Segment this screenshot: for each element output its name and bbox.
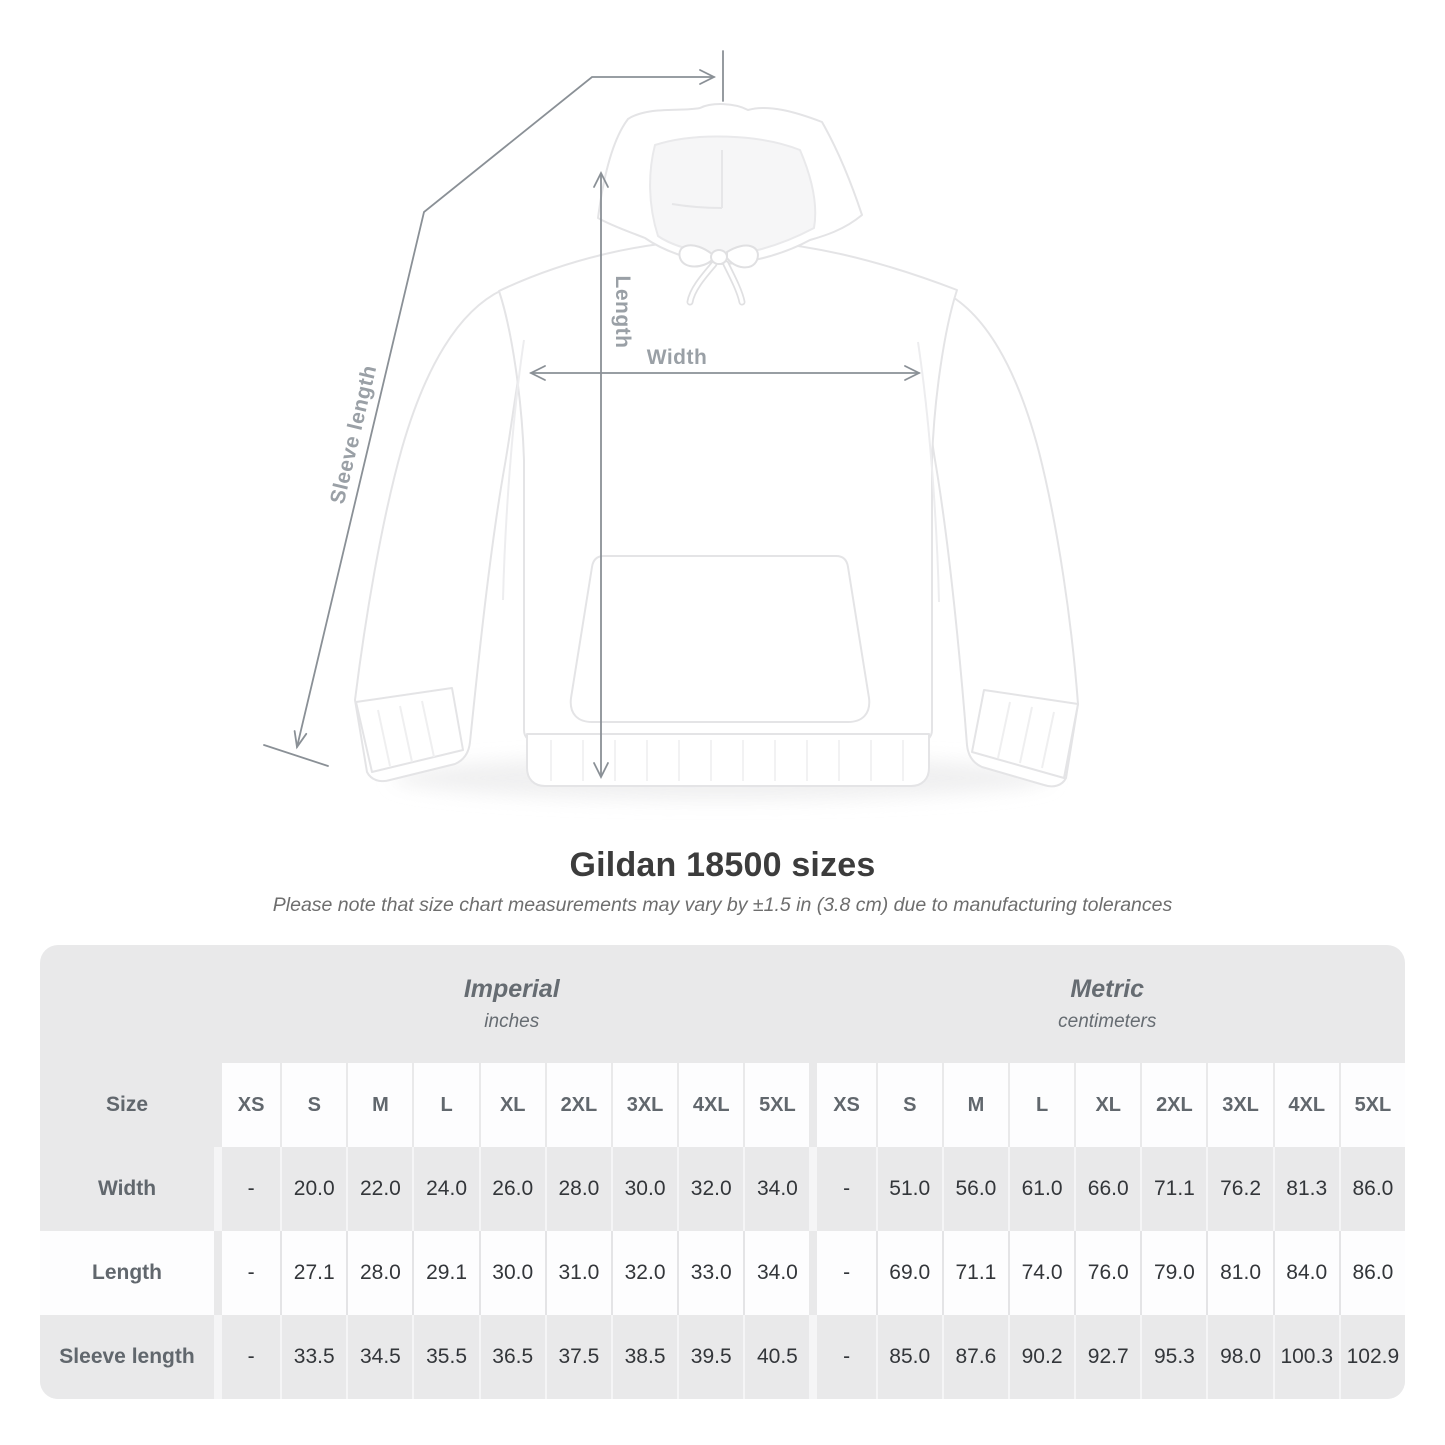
cell-width-imperial-S: 20.0 [280, 1147, 346, 1231]
size-header-metric-5XL: 5XL [1339, 1063, 1405, 1147]
cell-width-metric-L: 61.0 [1008, 1147, 1074, 1231]
cell-length-metric-XL: 76.0 [1074, 1231, 1140, 1315]
size-column-title: Size [105, 1093, 149, 1116]
cell-width-imperial-3XL: 30.0 [611, 1147, 677, 1231]
cell-width-imperial-M: 22.0 [346, 1147, 412, 1231]
size-header-metric-3XL: 3XL [1206, 1063, 1272, 1147]
cell-width-metric-M: 56.0 [942, 1147, 1008, 1231]
size-header-imperial-XL: XL [479, 1063, 545, 1147]
size-header-metric-S: S [876, 1063, 942, 1147]
size-header-imperial-L: L [412, 1063, 478, 1147]
width-row [40, 1147, 1405, 1231]
cell-width-imperial-XS: - [214, 1147, 280, 1231]
size-header-metric-L: L [1008, 1063, 1074, 1147]
cell-sleeve-length-imperial-5XL: 40.5 [743, 1315, 809, 1399]
cell-width-imperial-L: 24.0 [412, 1147, 478, 1231]
hoodie-illustration [355, 104, 1078, 786]
cell-sleeve-length-imperial-S: 33.5 [280, 1315, 346, 1399]
cell-length-metric-4XL: 84.0 [1273, 1231, 1339, 1315]
cell-sleeve-length-imperial-L: 35.5 [412, 1315, 478, 1399]
imperial-group-title: Imperial [463, 975, 560, 1003]
cell-width-metric-2XL: 71.1 [1140, 1147, 1206, 1231]
cell-width-imperial-5XL: 34.0 [743, 1147, 809, 1231]
cell-sleeve-length-metric-2XL: 95.3 [1140, 1315, 1206, 1399]
cell-length-imperial-2XL: 31.0 [545, 1231, 611, 1315]
cell-length-imperial-5XL: 34.0 [743, 1231, 809, 1315]
cell-width-imperial-XL: 26.0 [479, 1147, 545, 1231]
cell-length-imperial-M: 28.0 [346, 1231, 412, 1315]
size-header-imperial-2XL: 2XL [545, 1063, 611, 1147]
cell-sleeve-length-imperial-XS: - [214, 1315, 280, 1399]
cell-width-metric-5XL: 86.0 [1339, 1147, 1405, 1231]
size-header-imperial-5XL: 5XL [743, 1063, 809, 1147]
size-header-metric-XS: XS [809, 1063, 875, 1147]
unit-group-row [40, 945, 1405, 1063]
cell-sleeve-length-metric-L: 90.2 [1008, 1315, 1074, 1399]
group-row-spacer [40, 945, 214, 1063]
imperial-group-unit: inches [484, 1011, 540, 1032]
cell-sleeve-length-metric-M: 87.6 [942, 1315, 1008, 1399]
metric-group-title: Metric [1070, 975, 1145, 1003]
length-row [40, 1231, 1405, 1315]
cell-sleeve-length-metric-3XL: 98.0 [1206, 1315, 1272, 1399]
cell-sleeve-length-imperial-XL: 36.5 [479, 1315, 545, 1399]
cell-sleeve-length-imperial-3XL: 38.5 [611, 1315, 677, 1399]
size-header-imperial-XS: XS [214, 1063, 280, 1147]
size-header-imperial-M: M [346, 1063, 412, 1147]
cell-sleeve-length-metric-S: 85.0 [876, 1315, 942, 1399]
metric-group-unit: centimeters [1058, 1011, 1157, 1032]
cell-width-imperial-2XL: 28.0 [545, 1147, 611, 1231]
cell-sleeve-length-imperial-4XL: 39.5 [677, 1315, 743, 1399]
cell-sleeve-length-imperial-M: 34.5 [346, 1315, 412, 1399]
cell-width-metric-XL: 66.0 [1074, 1147, 1140, 1231]
width-dimension-label: Width [646, 346, 708, 369]
cell-sleeve-length-metric-5XL: 102.9 [1339, 1315, 1405, 1399]
cell-length-metric-M: 71.1 [942, 1231, 1008, 1315]
size-header-metric-M: M [942, 1063, 1008, 1147]
cell-length-imperial-S: 27.1 [280, 1231, 346, 1315]
cell-length-imperial-XL: 30.0 [479, 1231, 545, 1315]
size-header-imperial-S: S [280, 1063, 346, 1147]
size-header-metric-4XL: 4XL [1273, 1063, 1339, 1147]
size-header-imperial-3XL: 3XL [611, 1063, 677, 1147]
size-header-metric-2XL: 2XL [1140, 1063, 1206, 1147]
length-row-label: Length [40, 1231, 214, 1315]
cell-length-metric-5XL: 86.0 [1339, 1231, 1405, 1315]
size-table [40, 945, 1405, 1399]
size-header-metric-XL: XL [1074, 1063, 1140, 1147]
length-dimension-label: Length [611, 275, 634, 349]
cell-width-metric-XS: - [809, 1147, 875, 1231]
cell-length-metric-3XL: 81.0 [1206, 1231, 1272, 1315]
cell-length-imperial-XS: - [214, 1231, 280, 1315]
page-title: Gildan 18500 sizes [569, 846, 876, 884]
size-header-imperial-4XL: 4XL [677, 1063, 743, 1147]
sleeve-length-dimension-label: Sleeve length [326, 362, 382, 507]
cell-length-metric-L: 74.0 [1008, 1231, 1074, 1315]
cell-sleeve-length-imperial-2XL: 37.5 [545, 1315, 611, 1399]
cell-length-metric-S: 69.0 [876, 1231, 942, 1315]
size-header-row [40, 1063, 1405, 1147]
sleeve-length-row-label: Sleeve length [40, 1315, 214, 1399]
cell-length-imperial-3XL: 32.0 [611, 1231, 677, 1315]
cell-length-metric-2XL: 79.0 [1140, 1231, 1206, 1315]
cell-sleeve-length-metric-4XL: 100.3 [1273, 1315, 1339, 1399]
cell-width-metric-4XL: 81.3 [1273, 1147, 1339, 1231]
metric-group-header [810, 945, 1406, 1063]
cell-width-metric-S: 51.0 [876, 1147, 942, 1231]
sleeve-length-bottom-tick [264, 745, 328, 766]
cell-width-metric-3XL: 76.2 [1206, 1147, 1272, 1231]
tolerance-note: Please note that size chart measurements may vary by ±1.5 in (3.8 cm) due to manufacturing tolerances [272, 894, 1173, 916]
cell-sleeve-length-metric-XS: - [809, 1315, 875, 1399]
cell-sleeve-length-metric-XL: 92.7 [1074, 1315, 1140, 1399]
cell-length-imperial-L: 29.1 [412, 1231, 478, 1315]
cell-length-imperial-4XL: 33.0 [677, 1231, 743, 1315]
width-row-label: Width [40, 1147, 214, 1231]
cell-width-imperial-4XL: 32.0 [677, 1147, 743, 1231]
sleeve-length-row [40, 1315, 1405, 1399]
imperial-group-header [214, 945, 810, 1063]
cell-length-metric-XS: - [809, 1231, 875, 1315]
